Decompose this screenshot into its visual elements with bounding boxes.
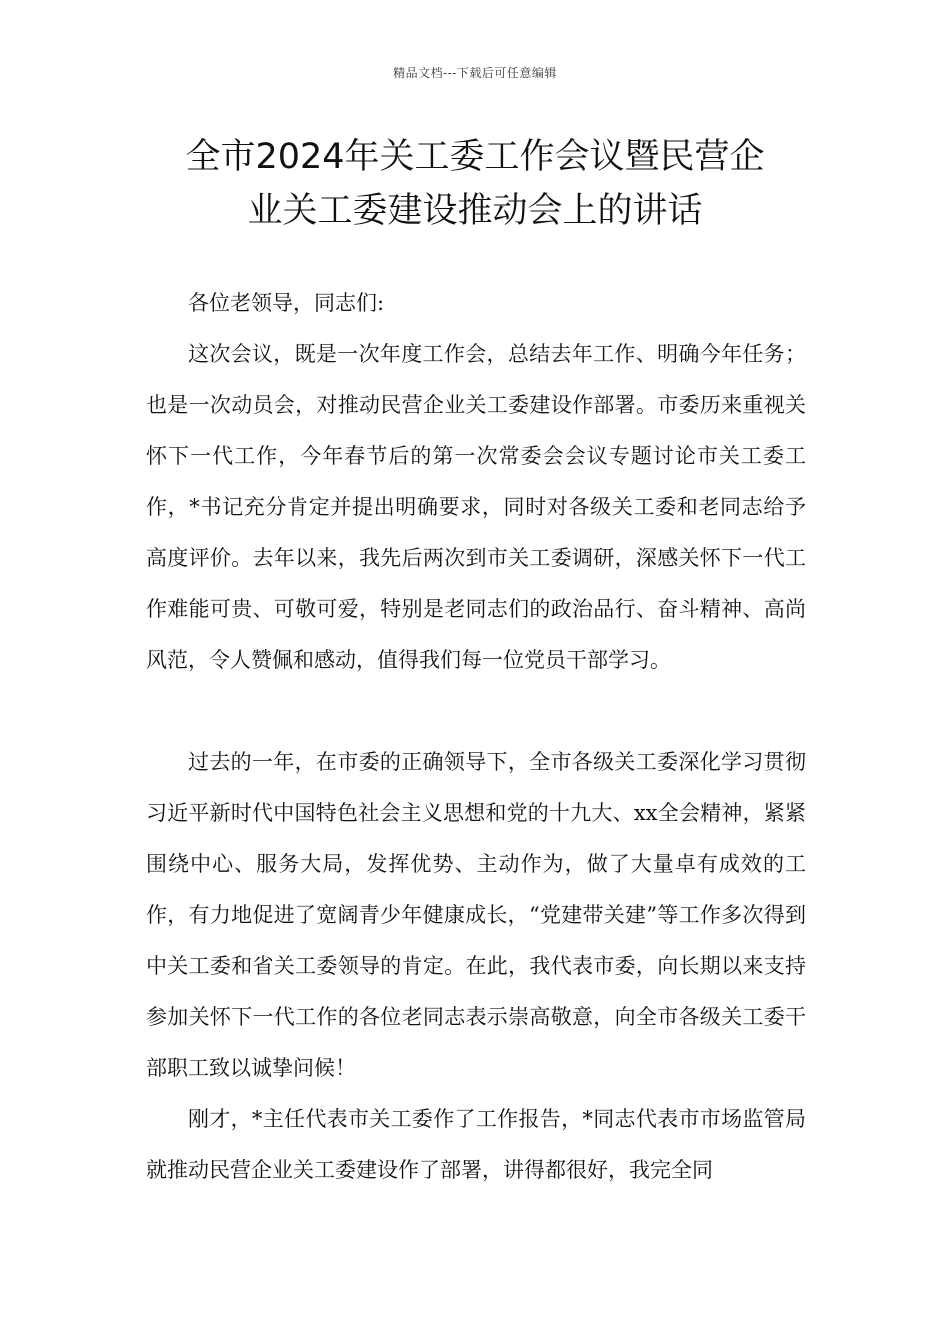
- document-title: [0, 130, 950, 238]
- salutation: 各位老领导，同志们:: [188, 291, 385, 315]
- paragraph-2: 过去的一年，在市委的正确领导下，全市各级关工委深化学习贯彻习近平新时代中国特色社会主义思想和党的十九大、xx全会精神，紧紧围绕中心、服务大局，发挥优势、主动作为，做了大量卓有成效的工作，有力地促进了宽阔青少年健康成长，“党建带关建”等工作多次得到中关工委和省关工委领导的肯定。在此，我代表市委，向长期以来支持参加关怀下一代工作的各位老同志表示崇高敬意，向全市各级关工委干部职工致以诚挚问候！: [146, 750, 806, 1080]
- paragraph-3: 刚才，*主任代表市关工委作了工作报告，*同志代表市市场监管局就推动民营企业关工委建设作了部署，讲得都很好，我完全同: [146, 1107, 806, 1182]
- document-body: [146, 278, 806, 1196]
- title-line-1: 全市2024年关工委工作会议暨民营企: [185, 137, 765, 177]
- title-line-2: 业关工委建设推动会上的讲话: [247, 191, 703, 231]
- header-note: 精品文档---下载后可任意编辑: [393, 66, 557, 80]
- paragraph-1: 这次会议，既是一次年度工作会，总结去年工作、明确今年任务；也是一次动员会，对推动民营企业关工委建设作部署。市委历来重视关怀下一代工作，今年春节后的第一次常委会会议专题讨论市关工委工作，*书记充分肯定并提出明确要求，同时对各级关工委和老同志给予高度评价。去年以来，我先后两次到市关工委调研，深感关怀下一代工作难能可贵、可敬可爱，特别是老同志们的政治品行、奋斗精神、高尚风范，令人赞佩和感动，值得我们每一位党员干部学习。: [146, 342, 806, 672]
